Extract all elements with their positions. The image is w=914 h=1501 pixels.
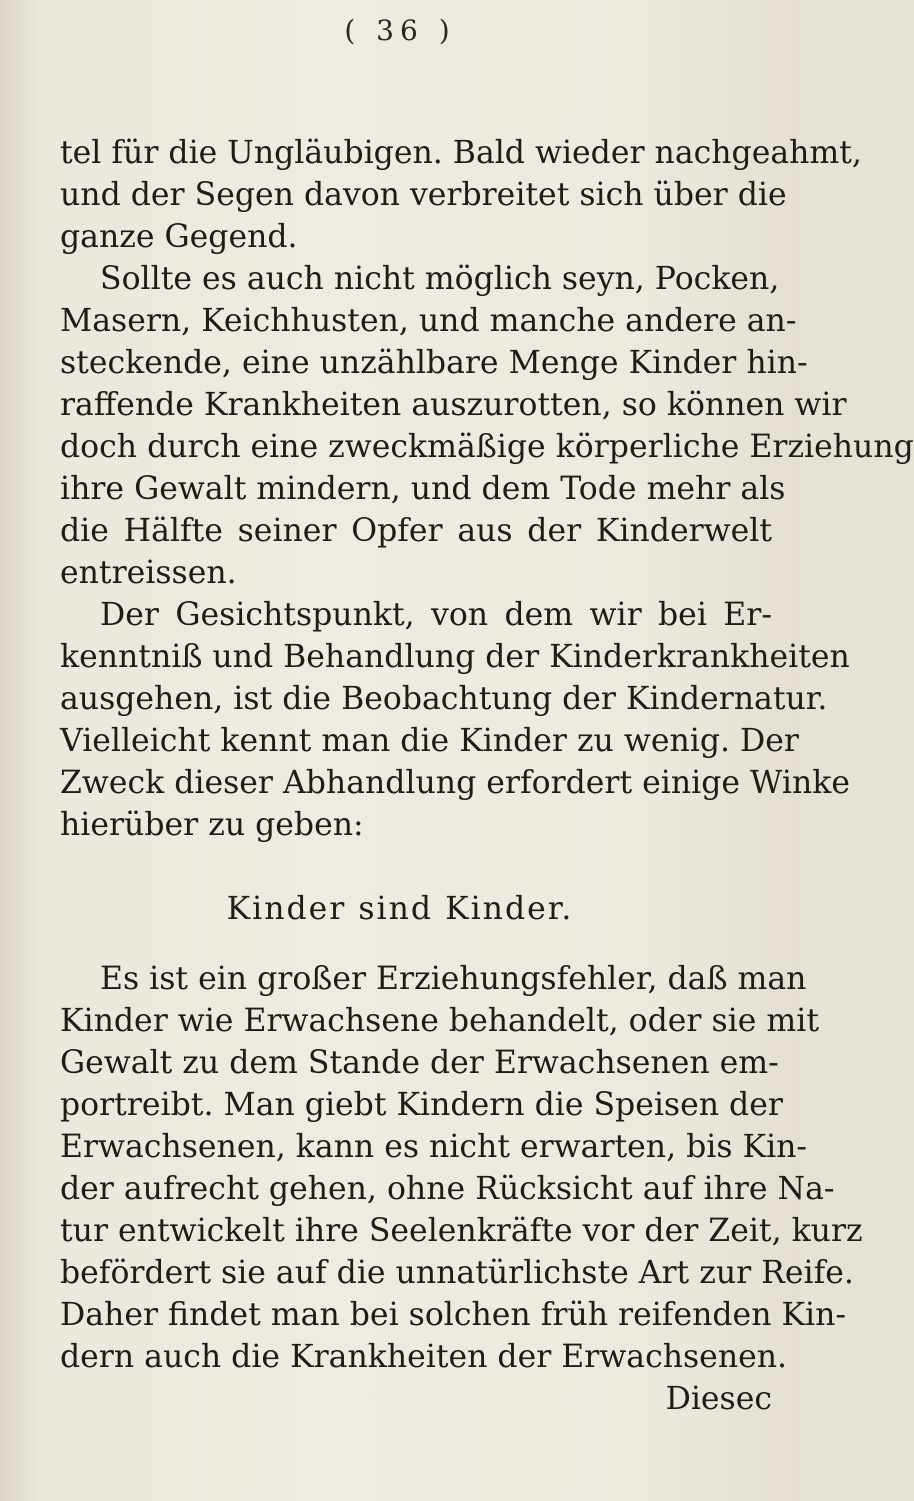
text-line: Gewalt zu dem Stande der Erwachsenen em- bbox=[60, 1045, 779, 1081]
text-line: Erwachsenen, kann es nicht erwarten, bis Kin- bbox=[60, 1129, 808, 1165]
paragraph-first-line: Sollte es auch nicht möglich seyn, Pocken, bbox=[100, 261, 780, 297]
text-line: tur entwickelt ihre Seelenkräfte vor der Zeit, kurz bbox=[60, 1213, 863, 1249]
text-line: die Hälfte seiner Opfer aus der Kinderwelt bbox=[60, 513, 772, 549]
text-line: steckende, eine unzählbare Menge Kinder hin- bbox=[60, 345, 808, 381]
text-line: hierüber zu geben: bbox=[60, 807, 364, 843]
text-line: befördert sie auf die unnatürlichste Art zur Reife. bbox=[60, 1255, 854, 1291]
text-line: Kinder wie Erwachsene behandelt, oder sie mit bbox=[60, 1003, 819, 1039]
text-line: portreibt. Man giebt Kindern die Speisen der bbox=[60, 1087, 783, 1123]
text-line: raffende Krankheiten auszurotten, so können wir bbox=[60, 387, 847, 423]
catchword: Diesec bbox=[665, 1381, 772, 1417]
text-line: ihre Gewalt mindern, und dem Tode mehr als bbox=[60, 471, 786, 507]
text-line: dern auch die Krankheiten der Erwachsenen. bbox=[60, 1339, 788, 1375]
text-line: und der Segen davon verbreitet sich über die bbox=[60, 177, 787, 213]
text-line: kenntniß und Behandlung der Kinderkrankheiten bbox=[60, 639, 850, 675]
paragraph-first-line: Der Gesichtspunkt, von dem wir bei Er- bbox=[100, 597, 772, 633]
page-number: ( 36 ) bbox=[344, 14, 456, 47]
text-line: ganze Gegend. bbox=[60, 219, 298, 255]
paragraph-first-line: Es ist ein großer Erziehungsfehler, daß man bbox=[100, 961, 807, 997]
text-line: Zweck dieser Abhandlung erfordert einige Winke bbox=[60, 765, 850, 801]
text-line: ausgehen, ist die Beobachtung der Kindernatur. bbox=[60, 681, 828, 717]
text-line: tel für die Ungläubigen. Bald wieder nachgeahmt, bbox=[60, 135, 862, 171]
text-line: der aufrecht gehen, ohne Rücksicht auf ihre Na- bbox=[60, 1171, 835, 1207]
text-line: entreissen. bbox=[60, 555, 237, 591]
text-line: doch durch eine zweckmäßige körperliche Erziehung bbox=[60, 429, 914, 465]
section-heading: Kinder sind Kinder. bbox=[226, 891, 574, 927]
text-line: Masern, Keichhusten, und manche andere an- bbox=[60, 303, 797, 339]
text-line: Daher findet man bei solchen früh reifenden Kin- bbox=[60, 1297, 847, 1333]
text-line: Vielleicht kennt man die Kinder zu wenig. Der bbox=[60, 723, 799, 759]
